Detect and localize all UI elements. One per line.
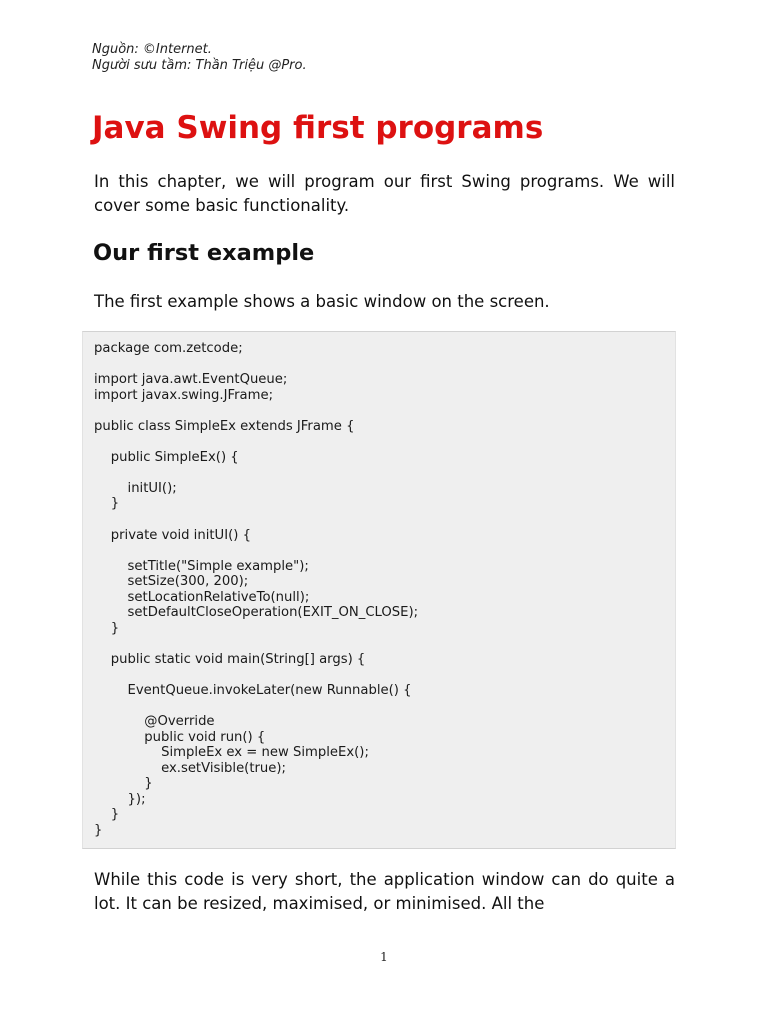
code-listing: package com.zetcode; import java.awt.EventQueue; import javax.swing.JFrame; public class SimpleEx extends JFrame { public SimpleEx() { initUI(); } private void initUI() { setTitle("Simple example"); setSize(300, 200); setLocationRelativeTo(null); setDefaultCloseOperation(EXIT_ON_CLOSE); } public static void main(String[] args) { EventQueue.invokeLater(new Runnable() { @Override public void run() { SimpleEx ex = new SimpleEx(); ex.setVisible(true); } }); } }: [94, 341, 419, 838]
code-block: [82, 331, 676, 849]
section-heading: Our first example: [93, 240, 315, 266]
section-intro-paragraph: The first example shows a basic window on the screen.: [94, 292, 550, 311]
page-number: 1: [380, 950, 388, 964]
page-title: Java Swing first programs: [92, 110, 544, 146]
collector-line: Người sưu tầm: Thần Triệu @Pro.: [92, 58, 307, 73]
after-code-paragraph: While this code is very short, the application window can do quite a lot. It can be resized, maximised, or minimised. All the: [94, 870, 675, 913]
intro-paragraph: In this chapter, we will program our first Swing programs. We will cover some basic functionality.: [94, 172, 675, 215]
source-line: Nguồn: ©Internet.: [92, 42, 212, 57]
source-attribution: [92, 42, 307, 74]
